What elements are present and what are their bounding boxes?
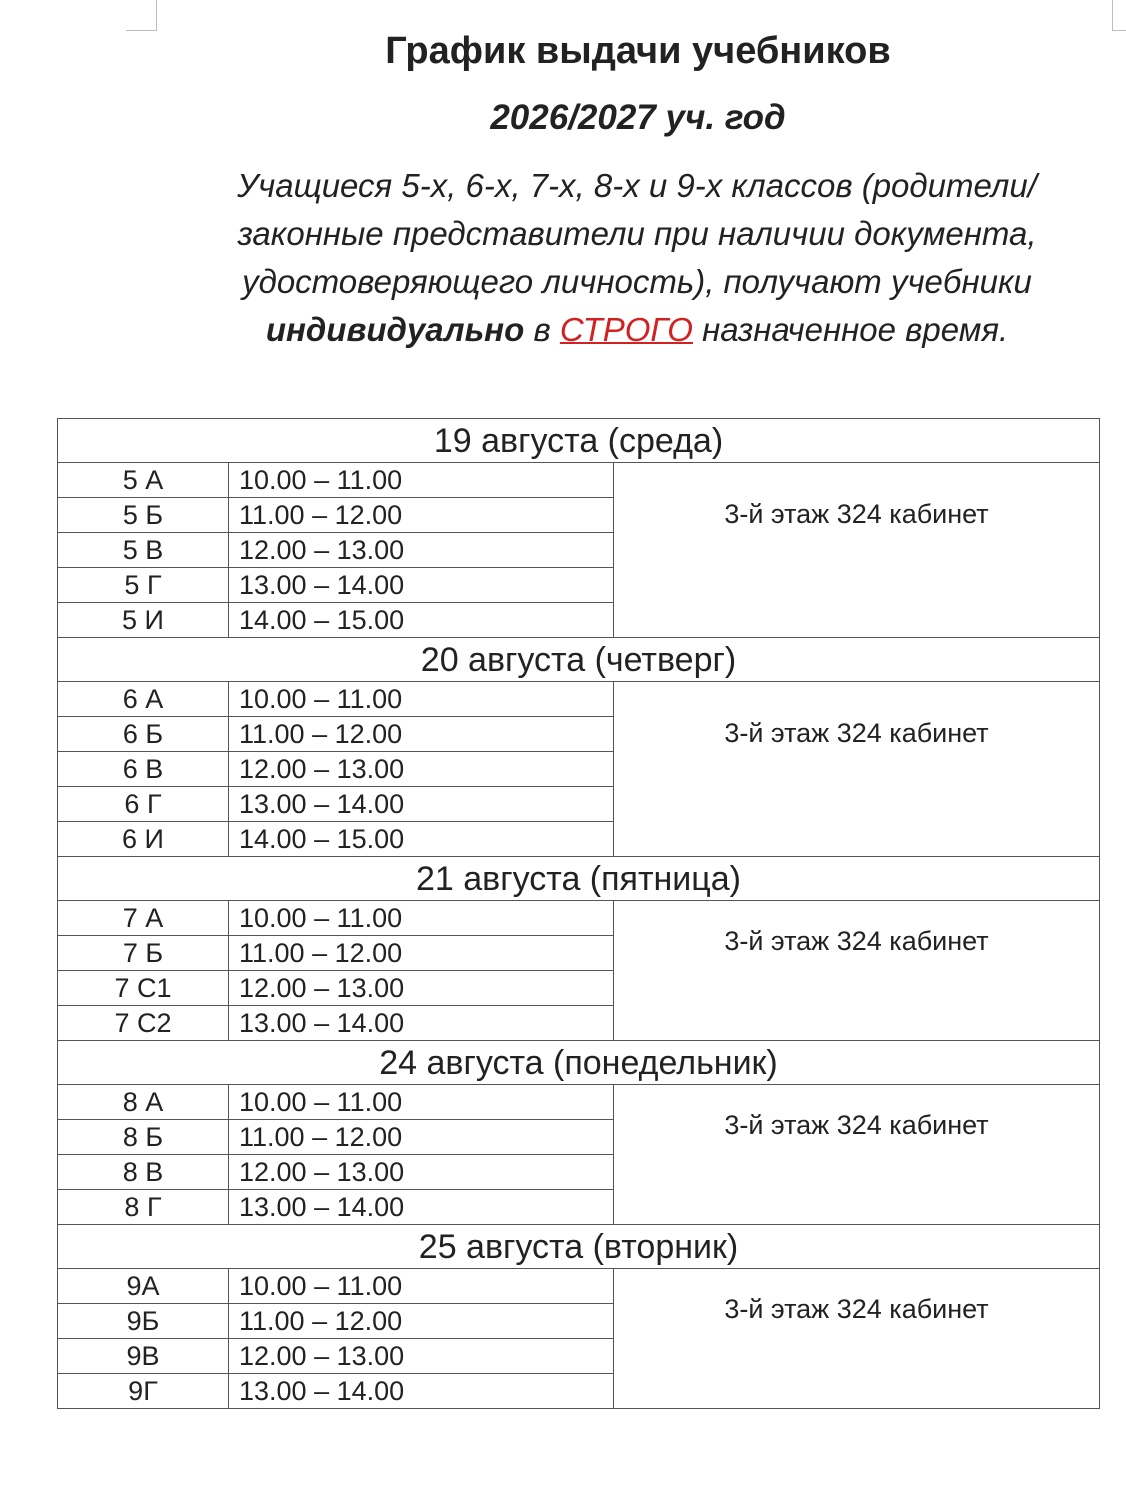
time-cell: 12.00 – 13.00 xyxy=(229,1155,614,1190)
schedule-table xyxy=(57,418,1100,1409)
day-header-row xyxy=(58,1225,1100,1269)
class-cell: 8 В xyxy=(58,1155,229,1190)
class-cell: 9В xyxy=(58,1339,229,1374)
time-cell: 11.00 – 12.00 xyxy=(229,717,614,752)
time-cell: 13.00 – 14.00 xyxy=(229,1190,614,1225)
class-cell: 8 Б xyxy=(58,1120,229,1155)
time-cell: 11.00 – 12.00 xyxy=(229,1120,614,1155)
class-cell: 7 С2 xyxy=(58,1006,229,1041)
room-label: 3-й этаж 324 кабинет xyxy=(724,499,989,529)
day-header-row xyxy=(58,857,1100,901)
room-cell xyxy=(614,682,1100,857)
day-header-row xyxy=(58,419,1100,463)
room-label: 3-й этаж 324 кабинет xyxy=(724,1109,989,1140)
class-cell: 6 В xyxy=(58,752,229,787)
class-cell: 5 И xyxy=(58,603,229,638)
table-row xyxy=(58,1269,1100,1304)
day-header: 24 августа (понедельник) xyxy=(58,1041,1100,1085)
day-header-row xyxy=(58,638,1100,682)
class-cell: 6 Г xyxy=(58,787,229,822)
class-cell: 9А xyxy=(58,1269,229,1304)
time-cell: 13.00 – 14.00 xyxy=(229,568,614,603)
table-row xyxy=(58,463,1100,498)
time-cell: 11.00 – 12.00 xyxy=(229,1304,614,1339)
room-cell xyxy=(614,1085,1100,1225)
time-cell: 11.00 – 12.00 xyxy=(229,498,614,533)
class-cell: 8 А xyxy=(58,1085,229,1120)
class-cell: 7 А xyxy=(58,901,229,936)
document-title: График выдачи учебников xyxy=(385,30,891,72)
intro-text-1: Учащиеся 5-х, 6-х, 7-х, 8-х и 9-х классов (родители/законные представители при наличии документа, удостоверяющего личность), получают учебники xyxy=(237,167,1037,300)
page-corner-mark-right xyxy=(1112,0,1126,31)
time-cell: 13.00 – 14.00 xyxy=(229,787,614,822)
time-cell: 10.00 – 11.00 xyxy=(229,463,614,498)
time-cell: 10.00 – 11.00 xyxy=(229,682,614,717)
table-row xyxy=(58,682,1100,717)
day-header: 20 августа (четверг) xyxy=(58,638,1100,682)
class-cell: 7 С1 xyxy=(58,971,229,1006)
time-cell: 12.00 – 13.00 xyxy=(229,1339,614,1374)
time-cell: 10.00 – 11.00 xyxy=(229,901,614,936)
class-cell: 6 Б xyxy=(58,717,229,752)
room-cell xyxy=(614,463,1100,638)
day-header: 21 августа (пятница) xyxy=(58,857,1100,901)
table-row xyxy=(58,1085,1100,1120)
table-row xyxy=(58,901,1100,936)
intro-text-2: в xyxy=(524,311,560,348)
intro-paragraph xyxy=(176,162,1098,354)
time-cell: 13.00 – 14.00 xyxy=(229,1374,614,1409)
class-cell: 9Г xyxy=(58,1374,229,1409)
time-cell: 11.00 – 12.00 xyxy=(229,936,614,971)
time-cell: 12.00 – 13.00 xyxy=(229,752,614,787)
time-cell: 12.00 – 13.00 xyxy=(229,971,614,1006)
day-header: 19 августа (среда) xyxy=(58,419,1100,463)
day-header-row xyxy=(58,1041,1100,1085)
time-cell: 10.00 – 11.00 xyxy=(229,1269,614,1304)
class-cell: 5 Б xyxy=(58,498,229,533)
time-cell: 14.00 – 15.00 xyxy=(229,822,614,857)
class-cell: 5 В xyxy=(58,533,229,568)
class-cell: 9Б xyxy=(58,1304,229,1339)
intro-strict-word: СТРОГО xyxy=(559,311,693,348)
time-cell: 14.00 – 15.00 xyxy=(229,603,614,638)
academic-year: 2026/2027 уч. год xyxy=(490,98,786,137)
class-cell: 8 Г xyxy=(58,1190,229,1225)
class-cell: 5 Г xyxy=(58,568,229,603)
schedule-body xyxy=(58,419,1100,1409)
time-cell: 13.00 – 14.00 xyxy=(229,1006,614,1041)
intro-text-3: назначенное время. xyxy=(692,311,1009,348)
time-cell: 12.00 – 13.00 xyxy=(229,533,614,568)
page-corner-mark-left xyxy=(126,0,157,31)
room-cell xyxy=(614,901,1100,1041)
day-header: 25 августа (вторник) xyxy=(58,1225,1100,1269)
class-cell: 6 И xyxy=(58,822,229,857)
room-label: 3-й этаж 324 кабинет xyxy=(724,925,989,956)
room-label: 3-й этаж 324 кабинет xyxy=(724,1293,989,1324)
intro-bold-word: индивидуально xyxy=(265,311,525,348)
class-cell: 6 А xyxy=(58,682,229,717)
room-cell xyxy=(614,1269,1100,1409)
class-cell: 7 Б xyxy=(58,936,229,971)
class-cell: 5 А xyxy=(58,463,229,498)
time-cell: 10.00 – 11.00 xyxy=(229,1085,614,1120)
room-label: 3-й этаж 324 кабинет xyxy=(724,718,989,748)
